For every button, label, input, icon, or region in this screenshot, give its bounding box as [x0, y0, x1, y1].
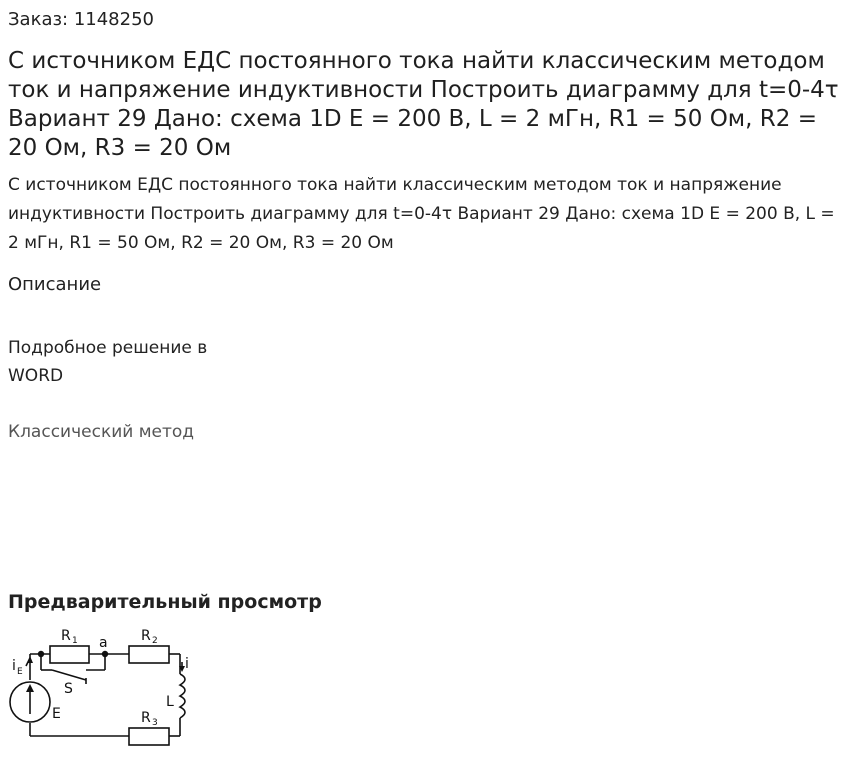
resistor-r1: [50, 646, 89, 663]
switch-s: [52, 670, 86, 680]
resistor-r2: [129, 646, 169, 663]
page-title: С источником ЕДС постоянного тока найти классическим методом ток и напряжение индуктивности Построить диаграмму для t=0-4τ Вариант 29 Дано: схема 1D E = 200 В, L = 2 мГн, R1 = 50 Ом, R2 = 20 Ом, R3 = 20 Ом: [8, 48, 839, 161]
label-r3: R: [141, 710, 151, 726]
label-inductor: L: [166, 694, 174, 710]
task-description: С источником ЕДС постоянного тока найти классическим методом ток и напряжение индуктивности Построить диаграмму для t=0-4τ Вариант 29 Дано: схема 1D E = 200 В, L = 2 мГн, R1 = 50 Ом, R2 = 20 Ом, R3 = 20 Ом: [8, 175, 835, 253]
solution-detail: [8, 334, 248, 390]
label-current-e: i: [12, 658, 16, 674]
label-r1-sub: 1: [72, 636, 78, 646]
label-r2-sub: 2: [152, 636, 158, 646]
solution-detail-line2: WORD: [8, 366, 64, 386]
preview-heading: Предварительный просмотр: [8, 591, 322, 613]
classical-method-link[interactable]: Классический метод: [8, 422, 195, 442]
label-current-e-sub: E: [17, 667, 23, 677]
label-current-i: i: [185, 656, 189, 672]
label-r1: R: [61, 628, 71, 644]
label-r2: R: [141, 628, 151, 644]
circuit-schematic-image: [6, 622, 206, 752]
label-source: E: [52, 706, 61, 722]
solution-detail-line1: Подробное решение в: [8, 338, 208, 358]
description-section-label: Описание: [8, 274, 102, 295]
resistor-r3: [129, 728, 169, 745]
inductor-l: [180, 674, 185, 718]
label-r3-sub: 3: [152, 718, 158, 728]
label-node-a: a: [99, 635, 108, 651]
label-switch: S: [64, 681, 73, 697]
order-number: Заказ: 1148250: [8, 9, 154, 30]
